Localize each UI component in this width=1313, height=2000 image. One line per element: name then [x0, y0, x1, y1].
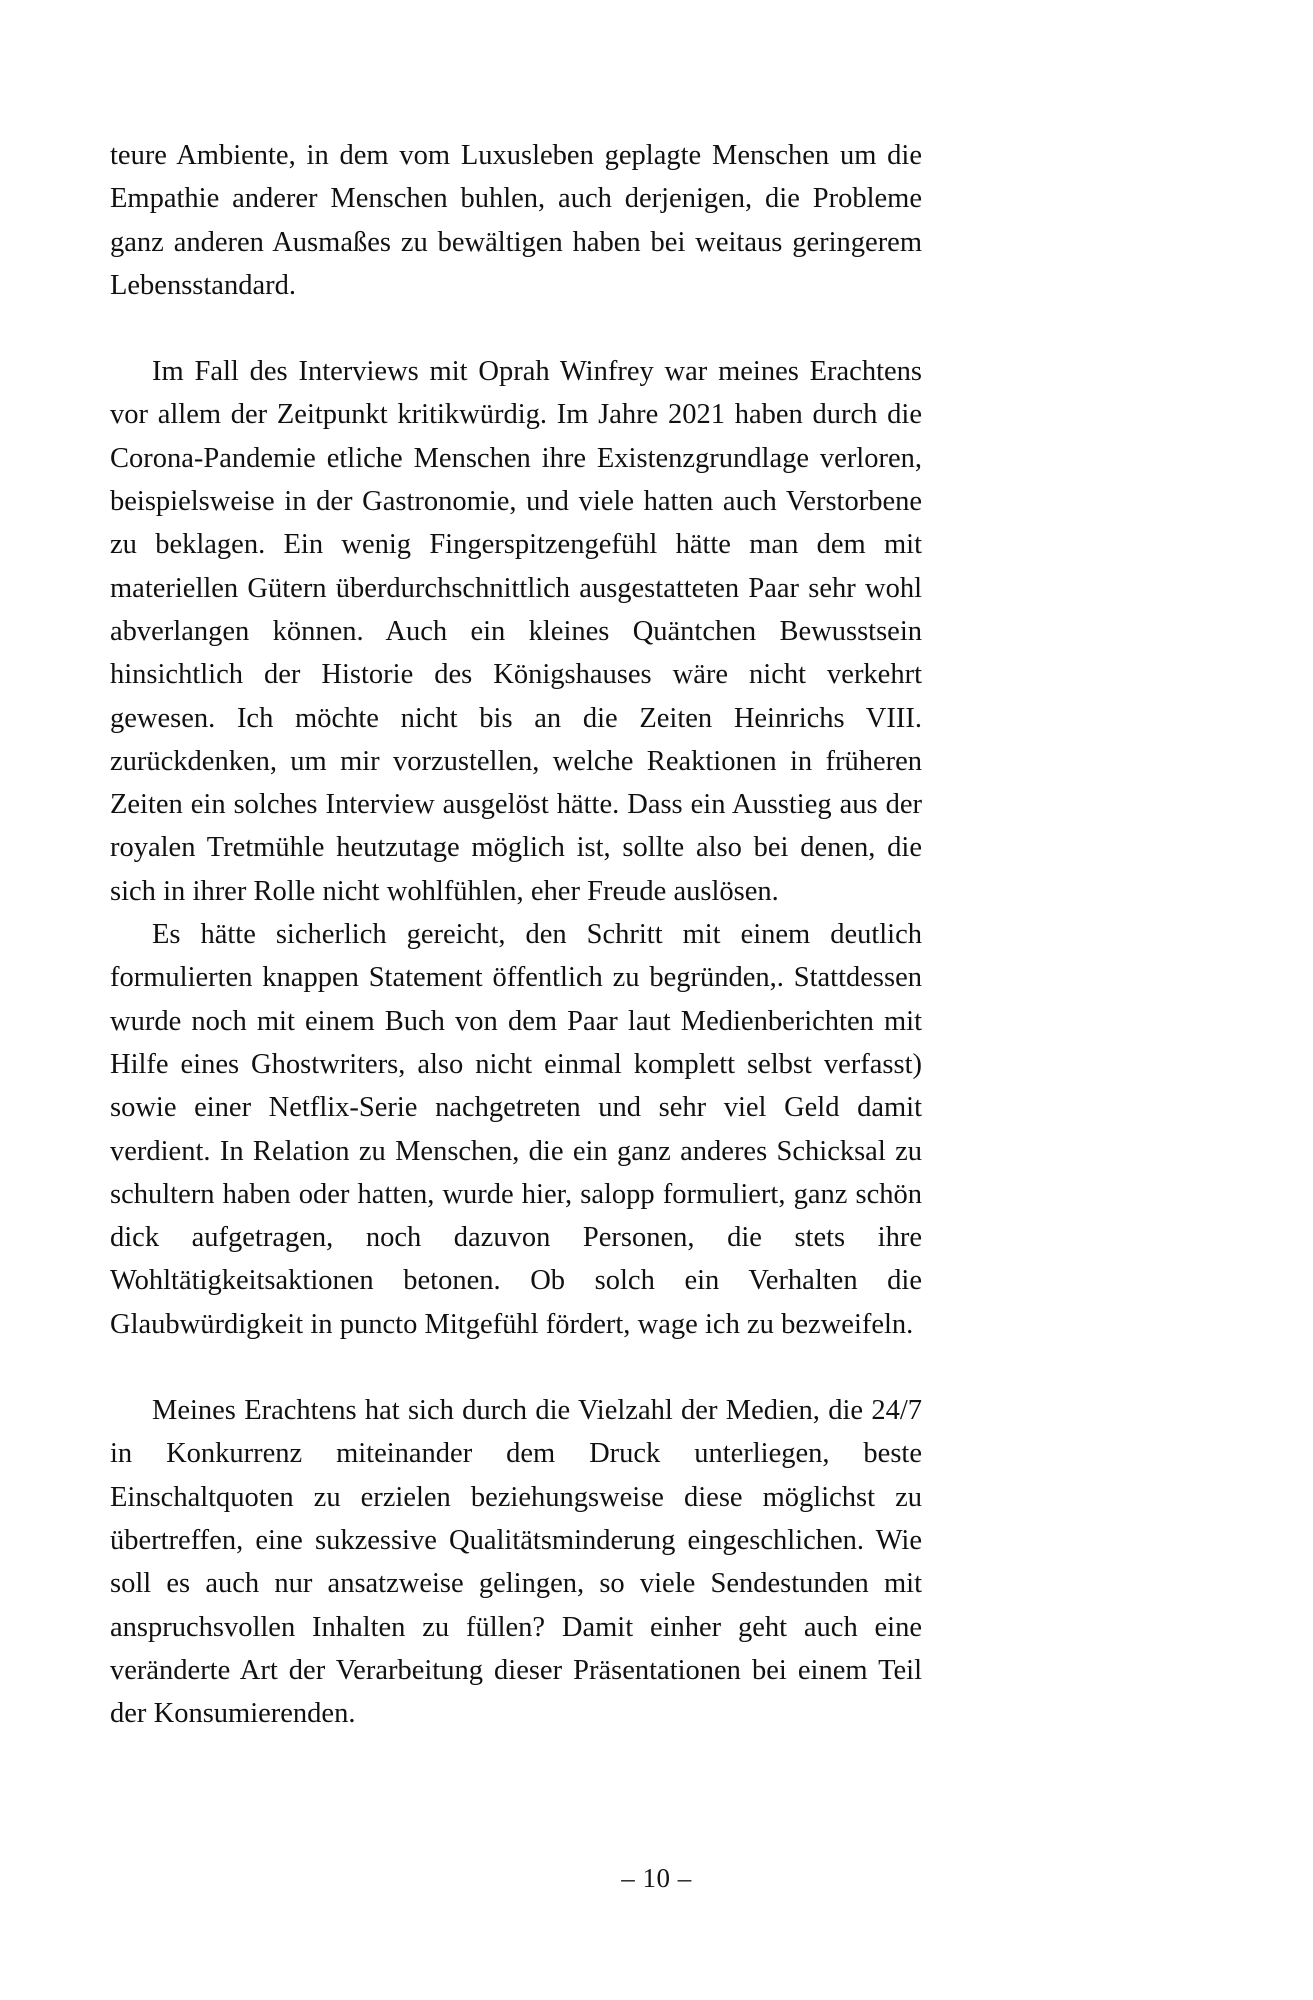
paragraph-continuation: teure Ambiente, in dem vom Luxusleben geplagte Menschen um die Empathie anderer Menschen buhlen, auch derjenigen, die Probleme ganz anderen Ausmaßes zu bewältigen haben bei weitaus geringerem Lebensstandard.: [110, 140, 922, 301]
paragraph-statement-kritik: Es hätte sicherlich gereicht, den Schritt mit einem deutlich formulierten knappen Statement öffentlich zu begründen,. Stattdessen wurde noch mit einem Buch von dem Paar laut Medienberichten mit Hilfe eines Ghostwriters, also nicht einmal komplett selbst verfasst) sowie einer Netflix-Serie nachgetreten und sehr viel Geld damit verdient. In Relation zu Menschen, die ein ganz anderes Schicksal zu schultern haben oder hatten, wurde hier, salopp formuliert, ganz schön dick aufgetragen, noch dazuvon Personen, die stets ihre Wohltätigkeitsaktionen betonen. Ob solch ein Verhalten die Glaubwürdigkeit in puncto Mitgefühl fördert, wage ich zu bezweifeln.: [110, 919, 922, 1340]
page-text-block: [110, 134, 922, 1735]
paragraph-medien-qualitaet: Meines Erachtens hat sich durch die Vielzahl der Medien, die 24/7 in Konkurrenz miteinander dem Druck unterliegen, beste Einschaltquoten zu erzielen beziehungsweise diese möglichst zu übertreffen, eine sukzessive Qualitätsminderung eingeschlichen. Wie soll es auch nur ansatzweise gelingen, so viele Sendestunden mit anspruchsvollen Inhalten zu füllen? Damit einher geht auch eine veränderte Art der Verarbeitung dieser Präsentationen bei einem Teil der Konsumierenden.: [110, 1395, 922, 1730]
paragraph-oprah-interview: Im Fall des Interviews mit Oprah Winfrey war meines Erachtens vor allem der Zeitpunkt kritikwürdig. Im Jahre 2021 haben durch die Corona-Pandemie etliche Menschen ihre Existenzgrundlage verloren, beispielsweise in der Gastronomie, und viele hatten auch Verstorbene zu beklagen. Ein wenig Fingerspitzengefühl hätte man dem mit materiellen Gütern überdurchschnittlich ausgestatteten Paar sehr wohl abverlangen können. Auch ein kleines Quäntchen Bewusstsein hinsichtlich der Historie des Königshauses wäre nicht verkehrt gewesen. Ich möchte nicht bis an die Zeiten Heinrichs VIII. zurückdenken, um mir vorzustellen, welche Reaktionen in früheren Zeiten ein solches Interview ausgelöst hätte. Dass ein Ausstieg aus der royalen Tretmühle heutzutage möglich ist, sollte also bei denen, die sich in ihrer Rolle nicht wohlfühlen, eher Freude auslösen.: [110, 356, 922, 907]
page-number: – 10 –: [621, 1863, 692, 1893]
